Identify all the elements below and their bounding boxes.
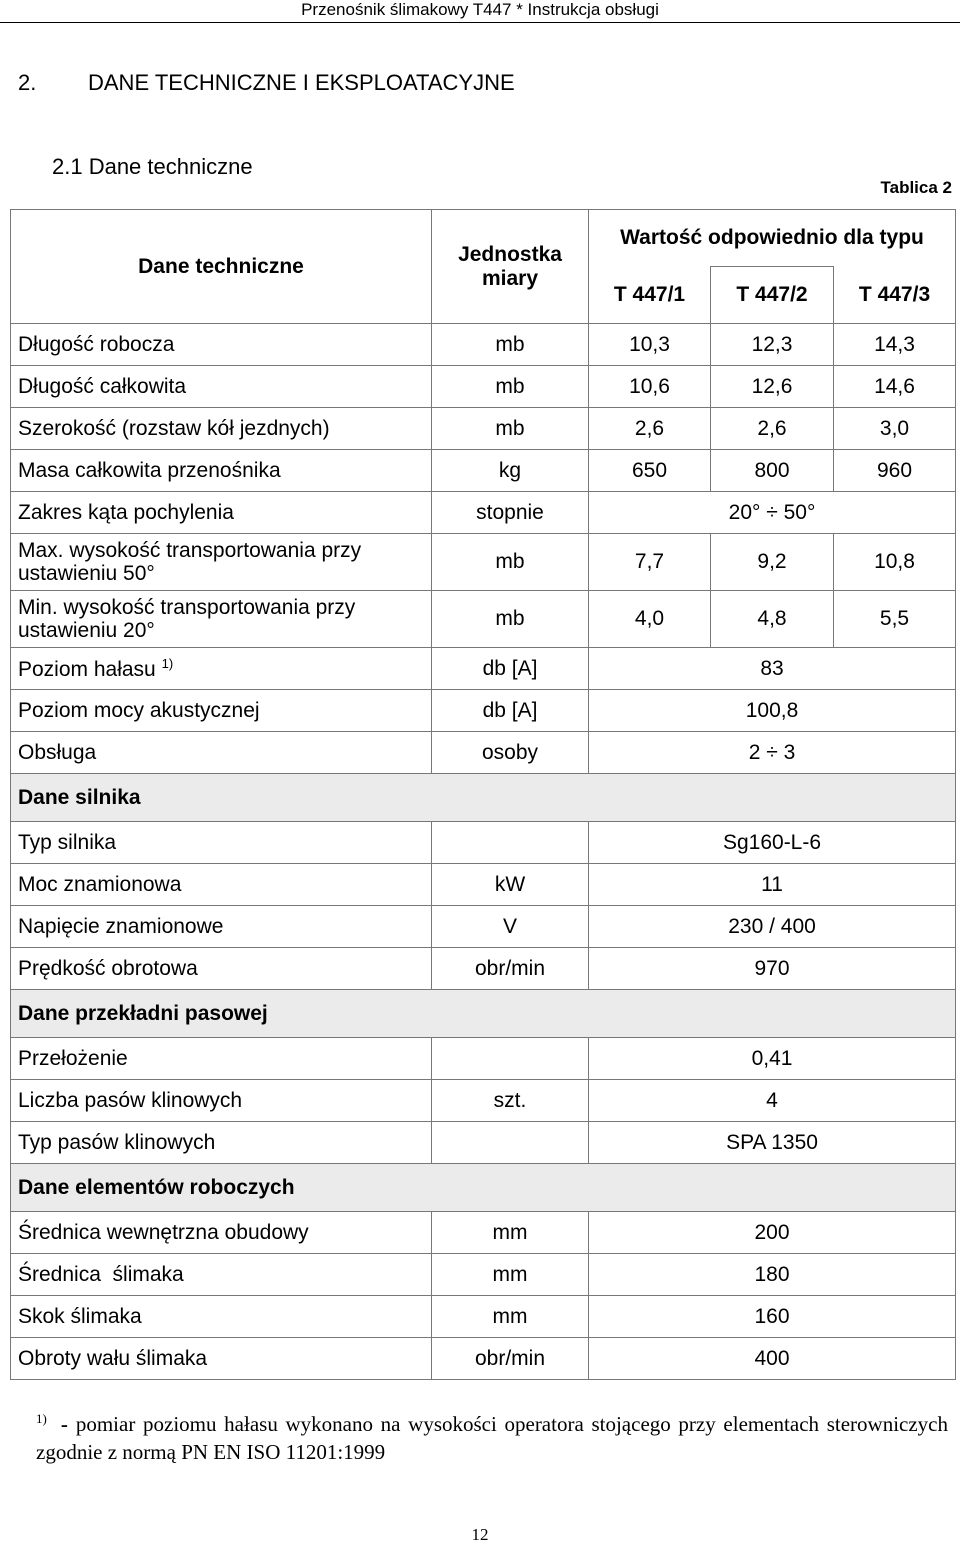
section-row-belt — [11, 990, 956, 1038]
footnote-text: pomiar poziomu hałasu wykonano na wysokości operatora stojącego przy elementach sterowniczych zgodnie z normą PN EN ISO 11201:1999 — [36, 1412, 948, 1464]
row-value: 11 — [589, 864, 956, 906]
table-row — [11, 534, 956, 591]
row-label: Skok ślimaka — [11, 1296, 432, 1338]
row-unit: obr/min — [432, 1338, 589, 1380]
row-value: Sg160-L-6 — [589, 822, 956, 864]
row-value: 4,8 — [711, 591, 834, 648]
row-label — [11, 591, 432, 648]
row-label: Typ silnika — [11, 822, 432, 864]
section-heading-working: Dane elementów roboczych — [11, 1164, 956, 1212]
row-label-line2: ustawieniu 20° — [18, 619, 155, 642]
row-value: 9,2 — [711, 534, 834, 591]
section-row-motor — [11, 774, 956, 822]
section-number: 2. — [18, 70, 37, 95]
table-row — [11, 1080, 956, 1122]
running-header: Przenośnik ślimakowy T447 * Instrukcja obsługi — [301, 0, 659, 19]
row-label: Prędkość obrotowa — [11, 948, 432, 990]
row-value: SPA 1350 — [589, 1122, 956, 1164]
row-label: Typ pasów klinowych — [11, 1122, 432, 1164]
tech-data-table — [10, 209, 956, 1380]
row-label: Długość całkowita — [11, 366, 432, 408]
table-row — [11, 1296, 956, 1338]
row-value: 5,5 — [834, 591, 956, 648]
section-heading-belt: Dane przekładni pasowej — [11, 990, 956, 1038]
row-value: 2,6 — [589, 408, 711, 450]
row-value: 4 — [589, 1080, 956, 1122]
row-value: 7,7 — [589, 534, 711, 591]
footnote-dash: - — [60, 1412, 68, 1436]
row-label-line1: Max. wysokość transportowania przy — [18, 539, 362, 562]
row-value: 83 — [589, 648, 956, 690]
table-row — [11, 648, 956, 690]
row-label: Zakres kąta pochylenia — [11, 492, 432, 534]
row-value: 200 — [589, 1212, 956, 1254]
table-row — [11, 732, 956, 774]
row-unit: szt. — [432, 1080, 589, 1122]
page-number: 12 — [471, 1525, 489, 1544]
table-row — [11, 1338, 956, 1380]
row-value: 650 — [589, 450, 711, 492]
table-row — [11, 1038, 956, 1080]
row-label — [11, 648, 432, 690]
header-rule — [0, 22, 960, 23]
footnote-ref: 1) — [161, 655, 174, 671]
row-value: 0,41 — [589, 1038, 956, 1080]
section-heading: DANE TECHNICZNE I EKSPLOATACYJNE — [88, 70, 515, 95]
row-value: 20° ÷ 50° — [589, 492, 956, 534]
row-label: Średnica wewnętrzna obudowy — [11, 1212, 432, 1254]
row-value: 3,0 — [834, 408, 956, 450]
row-value: 12,6 — [711, 366, 834, 408]
row-value: 960 — [834, 450, 956, 492]
header-type-3: T 447/3 — [834, 267, 956, 324]
table-row — [11, 1254, 956, 1296]
row-unit: db [A] — [432, 648, 589, 690]
table-row — [11, 324, 956, 366]
row-label: Średnica ślimaka — [11, 1254, 432, 1296]
row-value: 10,3 — [589, 324, 711, 366]
footnote — [36, 1405, 948, 1466]
row-unit — [432, 1038, 589, 1080]
table-row — [11, 366, 956, 408]
row-value: 970 — [589, 948, 956, 990]
row-unit: db [A] — [432, 690, 589, 732]
header-unit-line2: miary — [481, 266, 539, 290]
row-value: 800 — [711, 450, 834, 492]
row-unit: mb — [432, 534, 589, 591]
row-label: Obroty wału ślimaka — [11, 1338, 432, 1380]
row-value: 160 — [589, 1296, 956, 1338]
row-value: 400 — [589, 1338, 956, 1380]
row-value: 100,8 — [589, 690, 956, 732]
row-unit — [432, 1122, 589, 1164]
table-row — [11, 1212, 956, 1254]
header-type-2: T 447/2 — [711, 267, 834, 324]
row-unit: stopnie — [432, 492, 589, 534]
row-label-line1: Min. wysokość transportowania przy — [18, 596, 356, 619]
row-unit: mm — [432, 1296, 589, 1338]
table-row — [11, 492, 956, 534]
row-label: Obsługa — [11, 732, 432, 774]
row-unit: mb — [432, 408, 589, 450]
row-unit — [432, 822, 589, 864]
row-value: 230 / 400 — [589, 906, 956, 948]
row-label: Przełożenie — [11, 1038, 432, 1080]
table-header-row — [11, 210, 956, 267]
row-label: Masa całkowita przenośnika — [11, 450, 432, 492]
section-heading-motor: Dane silnika — [11, 774, 956, 822]
table-row — [11, 864, 956, 906]
row-label: Moc znamionowa — [11, 864, 432, 906]
row-value: 12,3 — [711, 324, 834, 366]
row-unit: mb — [432, 324, 589, 366]
section-title — [18, 70, 515, 96]
row-value: 10,6 — [589, 366, 711, 408]
row-unit: kW — [432, 864, 589, 906]
row-value: 2,6 — [711, 408, 834, 450]
table-row — [11, 1122, 956, 1164]
row-label: Poziom mocy akustycznej — [11, 690, 432, 732]
row-unit: mm — [432, 1254, 589, 1296]
row-unit: mm — [432, 1212, 589, 1254]
row-unit: obr/min — [432, 948, 589, 990]
row-value: 4,0 — [589, 591, 711, 648]
row-label-text: Poziom hałasu — [18, 657, 156, 681]
row-label: Napięcie znamionowe — [11, 906, 432, 948]
row-unit: osoby — [432, 732, 589, 774]
row-value: 180 — [589, 1254, 956, 1296]
row-value: 2 ÷ 3 — [589, 732, 956, 774]
table-row — [11, 690, 956, 732]
row-unit: mb — [432, 366, 589, 408]
row-value: 14,3 — [834, 324, 956, 366]
subsection-title: 2.1 Dane techniczne — [52, 154, 253, 179]
table-row — [11, 591, 956, 648]
table-caption: Tablica 2 — [880, 178, 952, 197]
row-label — [11, 534, 432, 591]
header-values-group: Wartość odpowiednio dla typu — [589, 210, 956, 267]
row-label: Długość robocza — [11, 324, 432, 366]
header-unit — [432, 210, 589, 324]
footnote-mark: 1) — [36, 1411, 47, 1426]
row-unit: mb — [432, 591, 589, 648]
row-unit: V — [432, 906, 589, 948]
table-row — [11, 408, 956, 450]
table-row — [11, 948, 956, 990]
row-value: 10,8 — [834, 534, 956, 591]
row-label: Liczba pasów klinowych — [11, 1080, 432, 1122]
row-unit: kg — [432, 450, 589, 492]
row-label-line2: ustawieniu 50° — [18, 562, 155, 585]
row-label: Szerokość (rozstaw kół jezdnych) — [11, 408, 432, 450]
table-row — [11, 450, 956, 492]
section-row-working — [11, 1164, 956, 1212]
row-value: 14,6 — [834, 366, 956, 408]
header-param: Dane techniczne — [11, 210, 432, 324]
table-row — [11, 906, 956, 948]
table-row — [11, 822, 956, 864]
header-type-1: T 447/1 — [589, 267, 711, 324]
header-unit-line1: Jednostka — [458, 242, 562, 266]
